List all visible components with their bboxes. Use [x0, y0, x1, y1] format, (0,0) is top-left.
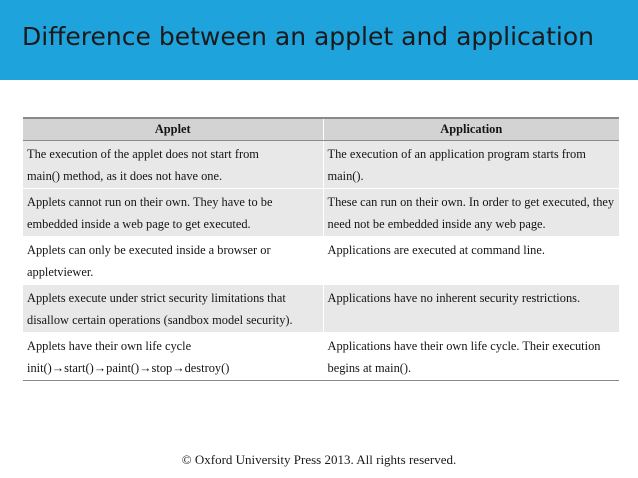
- cell-text: Applets cannot run on their own. They have to be embedded inside a web page to get executed.: [27, 194, 273, 231]
- cell-text: Applets can only be executed inside a browser or appletviewer.: [27, 242, 271, 279]
- table-cell: [23, 140, 323, 188]
- table-cell: [23, 188, 323, 236]
- header-applet: Applet: [23, 118, 323, 140]
- table-cell: [323, 188, 619, 236]
- comparison-table: [23, 117, 619, 381]
- table-row: [23, 236, 619, 284]
- table-cell: [323, 236, 619, 284]
- table-cell: [323, 140, 619, 188]
- copyright-footer: © Oxford University Press 2013. All rights reserved.: [181, 452, 457, 467]
- table-row: [23, 284, 619, 332]
- table-cell: [323, 284, 619, 332]
- table-cell: [323, 332, 619, 380]
- slide-title: Difference between an applet and application: [22, 22, 595, 51]
- comparison-table-container: [23, 117, 619, 381]
- table-row: [23, 140, 619, 188]
- cell-text: Applets have their own life cycle init()→start()→paint()→stop→destroy(): [27, 338, 230, 375]
- cell-text: The execution of the applet does not start from main() method, as it does not have one.: [27, 146, 259, 183]
- cell-text: Applications have their own life cycle. Their execution begins at main().: [327, 338, 601, 375]
- table-row: [23, 188, 619, 236]
- cell-text: Applications are executed at command line.: [327, 242, 545, 257]
- table-cell: [23, 284, 323, 332]
- cell-text: Applets execute under strict security limitations that disallow certain operations (sandbox model security).: [27, 290, 293, 327]
- table-row: [23, 332, 619, 380]
- table-cell: [23, 332, 323, 380]
- cell-text: The execution of an application program starts from main().: [327, 146, 586, 183]
- table-cell: [23, 236, 323, 284]
- title-bar: [0, 0, 638, 80]
- cell-text: Applications have no inherent security restrictions.: [327, 290, 581, 305]
- header-application: Application: [323, 118, 619, 140]
- cell-text: These can run on their own. In order to get executed, they need not be embedded inside any web page.: [327, 194, 615, 231]
- table-header-row: [23, 118, 619, 140]
